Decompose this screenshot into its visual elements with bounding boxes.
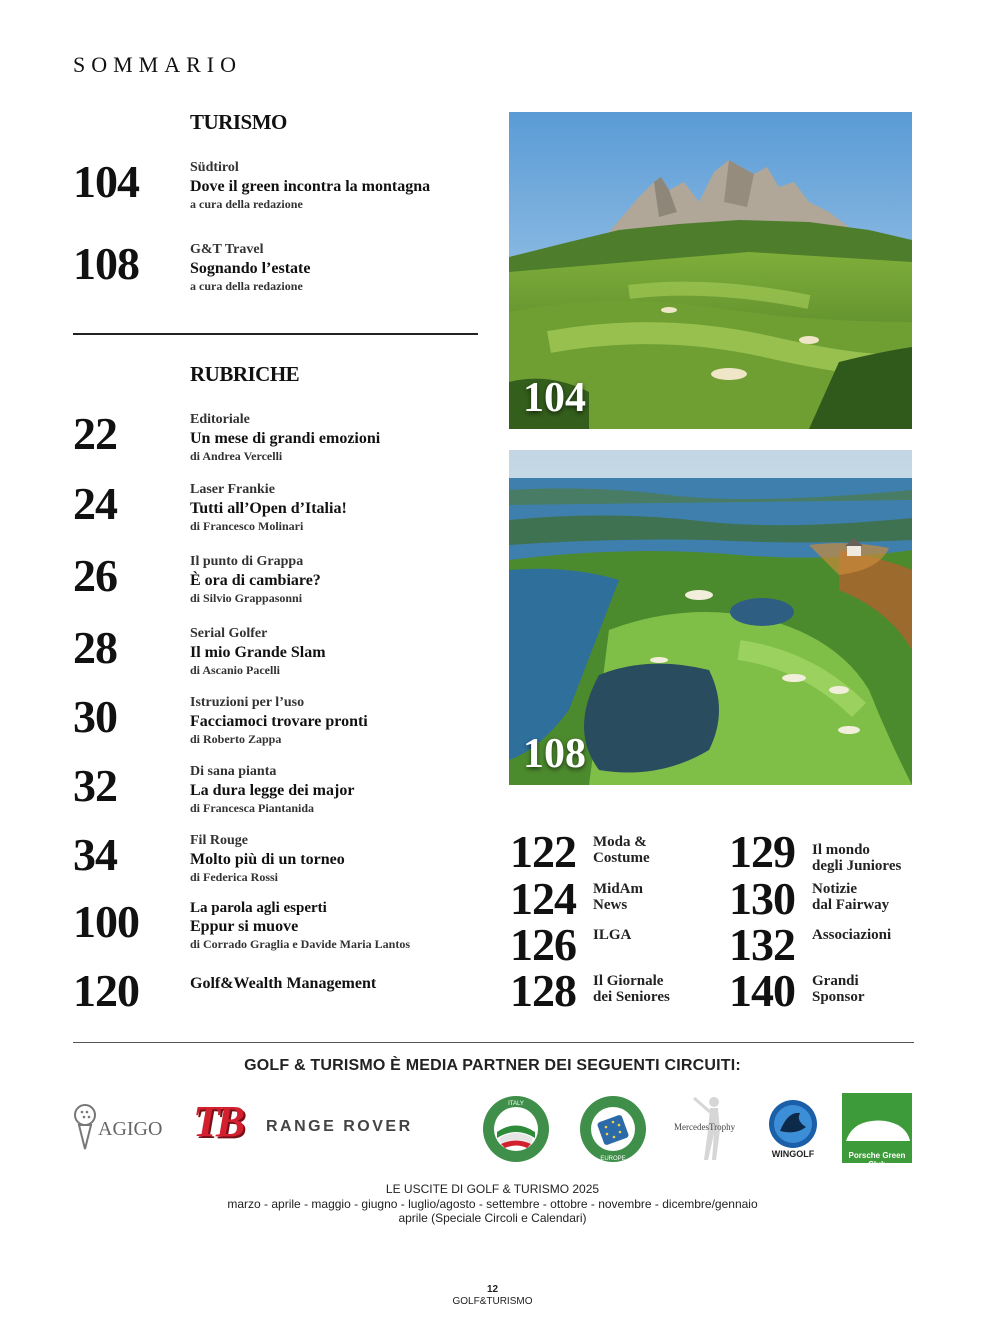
porsche-wordmark: Porsche Green Club <box>848 1151 906 1169</box>
entry-title: È ora di cambiare? <box>190 572 321 589</box>
entry-kicker: Editoriale <box>190 412 250 427</box>
photo-page-label: 108 <box>523 731 586 777</box>
entry-byline: di Francesco Molinari <box>190 519 304 533</box>
folio-magazine-name: GOLF&TURISMO <box>452 1296 533 1307</box>
toc-entry[interactable] <box>73 408 493 471</box>
quick-index-page: 140 <box>729 965 795 1016</box>
entry-byline: di Silvio Grappasonni <box>190 591 303 605</box>
entry-page-number: 32 <box>73 760 117 811</box>
entry-byline: a cura della redazione <box>190 197 303 211</box>
page-title: SOMMARIO <box>73 52 243 77</box>
folio-page-number: 12 <box>486 1284 499 1295</box>
entry-title: Facciamoci trovare pronti <box>190 713 368 730</box>
entry-kicker: Serial Golfer <box>190 626 268 641</box>
entry-title: Dove il green incontra la montagna <box>190 178 431 195</box>
tb-logo[interactable] <box>193 1096 243 1150</box>
entry-page-number: 120 <box>73 965 139 1016</box>
toc-entry[interactable] <box>73 550 493 613</box>
quick-index-label: News <box>593 897 628 913</box>
quick-index-label: dal Fairway <box>812 897 890 913</box>
quick-index-label: Moda & <box>593 834 647 850</box>
mercedes-wordmark: MercedesTrophy <box>674 1122 736 1132</box>
tb-wordmark: TB <box>193 1097 242 1146</box>
quick-index-page: 122 <box>510 826 576 877</box>
entry-kicker: Il punto di Grappa <box>190 554 304 569</box>
entry-byline: di Federica Rossi <box>190 870 278 884</box>
entry-title: Golf&Wealth Management <box>190 975 377 992</box>
toc-entry[interactable] <box>73 238 493 301</box>
quick-index-page: 126 <box>510 919 576 970</box>
toc-entry[interactable] <box>73 760 493 823</box>
section-divider <box>73 333 478 335</box>
toc-entry[interactable] <box>73 156 493 219</box>
section-heading-rubriche: RUBRICHE <box>190 362 300 386</box>
svg-text:ITALY: ITALY <box>508 1101 524 1107</box>
quick-index-label: Costume <box>593 850 650 866</box>
quick-index-label: ILGA <box>593 927 632 943</box>
entry-title: Molto più di un torneo <box>190 851 345 868</box>
entry-title: Sognando l’estate <box>190 260 311 277</box>
wingolf-wordmark: WINGOLF <box>771 1149 815 1159</box>
photo-suedtirol[interactable] <box>509 112 912 429</box>
toc-entry[interactable] <box>73 691 493 754</box>
quick-index-label: Il mondo <box>812 842 870 858</box>
quick-index-label: Il Giornale <box>593 973 664 989</box>
entry-page-number: 24 <box>73 478 117 529</box>
footer-divider <box>73 1042 914 1043</box>
entry-page-number: 30 <box>73 691 117 742</box>
range-rover-logo[interactable] <box>266 1116 468 1140</box>
quick-index-label: Associazioni <box>812 927 892 943</box>
entry-byline: di Francesca Piantanida <box>190 801 315 815</box>
entry-title: Eppur si muove <box>190 918 299 935</box>
entry-byline: di Andrea Vercelli <box>190 449 283 463</box>
entry-kicker: La parola agli esperti <box>190 900 327 916</box>
toc-entry[interactable] <box>73 622 493 685</box>
quick-index-label: Sponsor <box>812 989 865 1005</box>
entry-page-number: 34 <box>73 829 117 880</box>
entry-byline: a cura della redazione <box>190 279 303 293</box>
toc-entry[interactable] <box>73 478 493 541</box>
toc-entry[interactable] <box>73 829 493 892</box>
svg-text:EUROPE: EUROPE <box>600 1156 626 1162</box>
photo-page-label: 104 <box>523 375 586 421</box>
quick-index-label: MidAm <box>593 881 643 897</box>
entry-kicker: G&T Travel <box>190 242 264 257</box>
mercedes-trophy-logo[interactable] <box>674 1094 754 1164</box>
photo-travel[interactable] <box>509 450 912 785</box>
leading-golf-italy-logo[interactable] <box>481 1094 551 1164</box>
toc-entry[interactable] <box>73 965 493 1028</box>
quick-index-page: 129 <box>729 826 795 877</box>
agigo-wordmark: AGIGO <box>98 1118 163 1140</box>
issues-months: marzo - aprile - maggio - giugno - luglio/agosto - settembre - ottobre - novembre - dicembre/gennaio <box>227 1197 758 1211</box>
entry-kicker: Laser Frankie <box>190 482 275 497</box>
entry-page-number: 104 <box>73 156 139 207</box>
entry-page-number: 100 <box>73 896 139 947</box>
partner-heading: GOLF & TURISMO È MEDIA PARTNER DEI SEGUENTI CIRCUITI: <box>244 1057 741 1074</box>
entry-title: Un mese di grandi emozioni <box>190 430 381 447</box>
italy-badge-icon <box>481 1094 551 1164</box>
entry-page-number: 108 <box>73 238 139 289</box>
quick-index-page: 132 <box>729 919 795 970</box>
agigo-logo[interactable] <box>70 1103 170 1153</box>
quick-index-label: degli Juniores <box>812 858 902 874</box>
quick-index-label: dei Seniores <box>593 989 670 1005</box>
range-rover-wordmark: RANGE ROVER <box>266 1118 413 1135</box>
porsche-green-club-logo[interactable] <box>842 1093 912 1169</box>
entry-title: Il mio Grande Slam <box>190 644 326 661</box>
section-heading-turismo: TURISMO <box>190 110 287 134</box>
quick-index-label: Notizie <box>812 881 857 897</box>
entry-byline: di Corrado Graglia e Davide Maria Lantos <box>190 937 410 951</box>
entry-byline: di Roberto Zappa <box>190 732 282 746</box>
entry-page-number: 28 <box>73 622 117 673</box>
issues-title: LE USCITE DI GOLF & TURISMO 2025 <box>385 1182 600 1196</box>
quick-index-page: 124 <box>510 873 576 924</box>
quick-index-page: 128 <box>510 965 576 1016</box>
entry-page-number: 26 <box>73 550 117 601</box>
quick-index-label: Grandi <box>812 973 859 989</box>
entry-kicker: Di sana pianta <box>190 764 277 779</box>
quick-index-page: 130 <box>729 873 795 924</box>
entry-byline: di Ascanio Pacelli <box>190 663 280 677</box>
europe-badge-icon <box>578 1094 648 1164</box>
golf-tee-icon <box>70 1103 100 1151</box>
entry-title: Tutti all’Open d’Italia! <box>190 500 347 517</box>
wingolf-ball-icon <box>766 1099 820 1149</box>
wingolf-logo[interactable] <box>766 1099 820 1161</box>
issues-special: aprile (Speciale Circoli e Calendari) <box>398 1211 587 1225</box>
entry-page-number: 22 <box>73 408 117 459</box>
leading-golf-europe-logo[interactable] <box>578 1094 648 1164</box>
entry-kicker: Südtirol <box>190 160 239 175</box>
entry-kicker: Istruzioni per l’uso <box>190 695 305 710</box>
toc-entry[interactable] <box>73 896 493 959</box>
car-silhouette-icon <box>842 1093 912 1149</box>
entry-kicker: Fil Rouge <box>190 833 248 848</box>
entry-title: La dura legge dei major <box>190 782 355 799</box>
